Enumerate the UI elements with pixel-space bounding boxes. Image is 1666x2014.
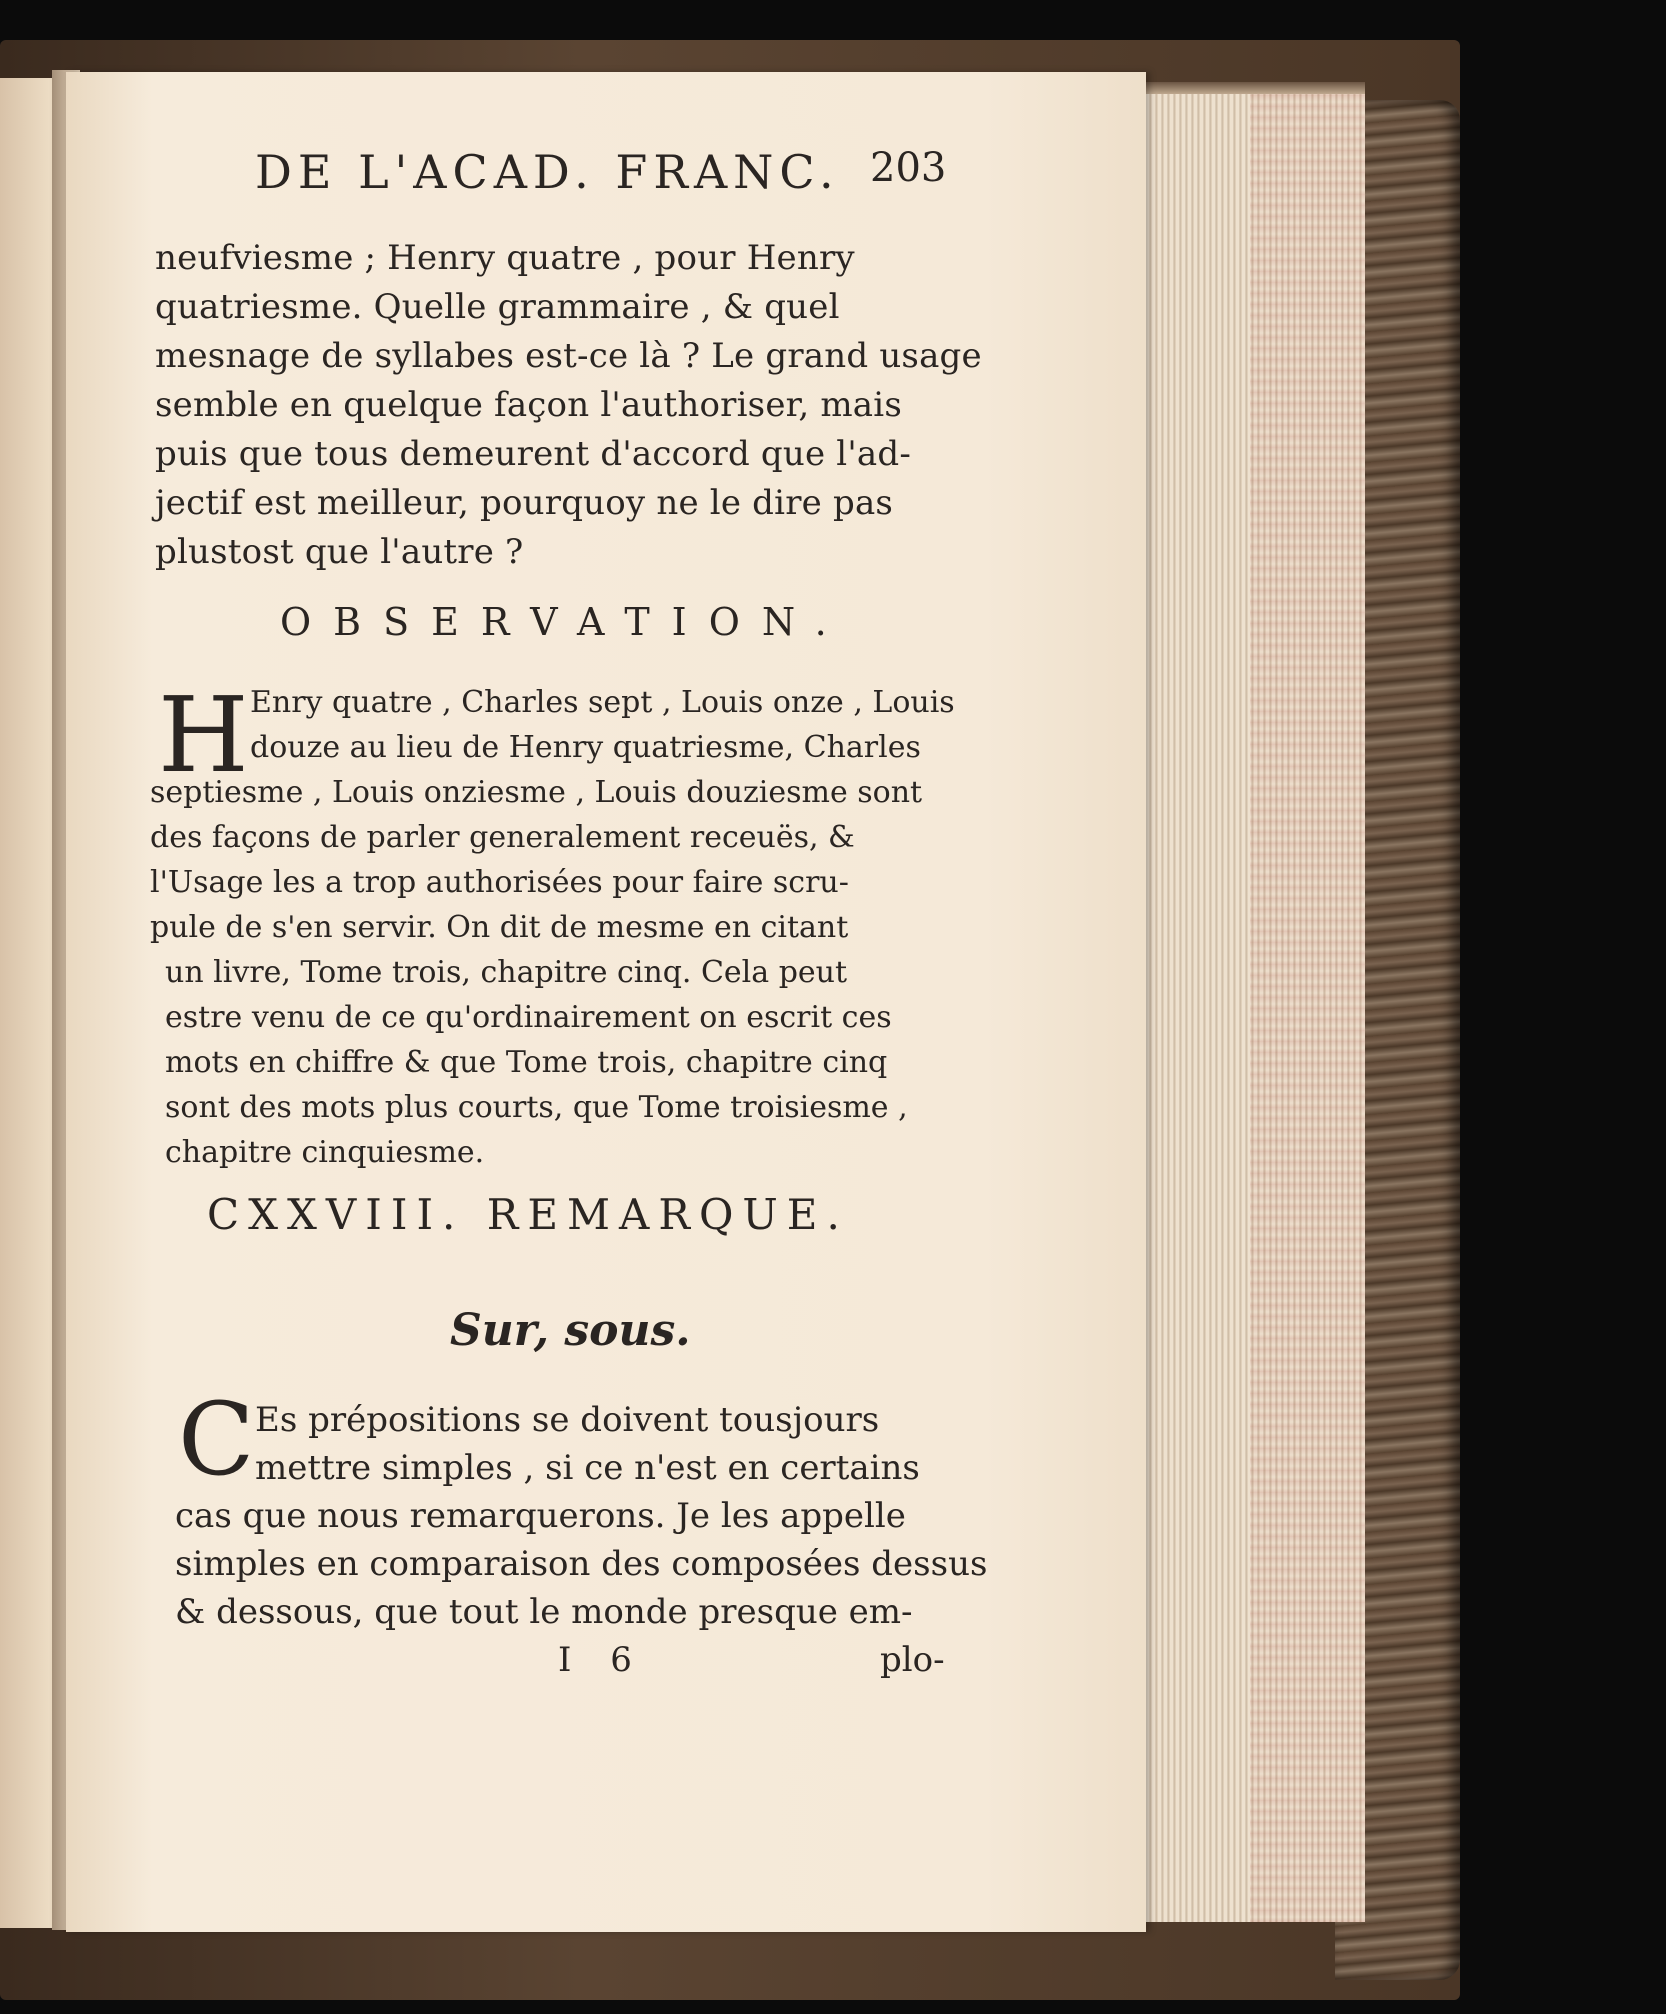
text-line: jectif est meilleur, pourquoy ne le dire pas [155, 483, 894, 523]
text-line: l'Usage les a trop authorisées pour faire scru- [150, 865, 849, 900]
text-line: cas que nous remarquerons. Je les appelle [175, 1496, 906, 1536]
text-line: chapitre cinquiesme. [165, 1135, 485, 1170]
page-number: 203 [870, 145, 947, 191]
catchword: plo- [880, 1640, 945, 1680]
text-line: des façons de parler generalement receuës, & [150, 820, 855, 855]
running-head: DE L'ACAD. FRANC. [255, 145, 840, 199]
text-line: semble en quelque façon l'authoriser, mais [155, 385, 903, 425]
text-line: mots en chiffre & que Tome trois, chapitre cinq [165, 1045, 888, 1080]
text-line: plustost que l'autre ? [155, 532, 524, 572]
text-line: quatriesme. Quelle grammaire , & quel [155, 287, 840, 327]
observation-heading: OBSERVATION. [280, 600, 849, 644]
page-edges [1140, 82, 1365, 1922]
text-line: sont des mots plus courts, que Tome troisiesme , [165, 1090, 908, 1125]
text-line: simples en comparaison des composées dessus [175, 1544, 988, 1584]
text-line: Es prépositions se doivent tousjours [255, 1400, 880, 1440]
text-line: septiesme , Louis onziesme , Louis douziesme sont [150, 775, 923, 810]
text-line: puis que tous demeurent d'accord que l'ad- [155, 434, 912, 474]
text-line: Enry quatre , Charles sept , Louis onze , Louis [250, 685, 955, 720]
text-line: pule de s'en servir. On dit de mesme en citant [150, 910, 849, 945]
remarque-subtitle: Sur, sous. [450, 1305, 691, 1356]
signature-mark: I 6 [558, 1640, 646, 1680]
text-line: neufviesme ; Henry quatre , pour Henry [155, 238, 855, 278]
remarque-heading: CXXVIII. REMARQUE. [207, 1190, 849, 1239]
text-line: un livre, Tome trois, chapitre cinq. Cela peut [165, 955, 848, 990]
drop-cap: H [158, 674, 249, 796]
text-line: douze au lieu de Henry quatriesme, Charles [250, 730, 921, 765]
text-line: mettre simples , si ce n'est en certains [255, 1448, 920, 1488]
page-edges-top [1140, 82, 1365, 94]
text-line: mesnage de syllabes est-ce là ? Le grand usage [155, 336, 982, 376]
text-line: estre venu de ce qu'ordinairement on escrit ces [165, 1000, 892, 1035]
text-line: & dessous, que tout le monde presque em- [175, 1592, 913, 1632]
drop-cap: C [178, 1381, 255, 1498]
